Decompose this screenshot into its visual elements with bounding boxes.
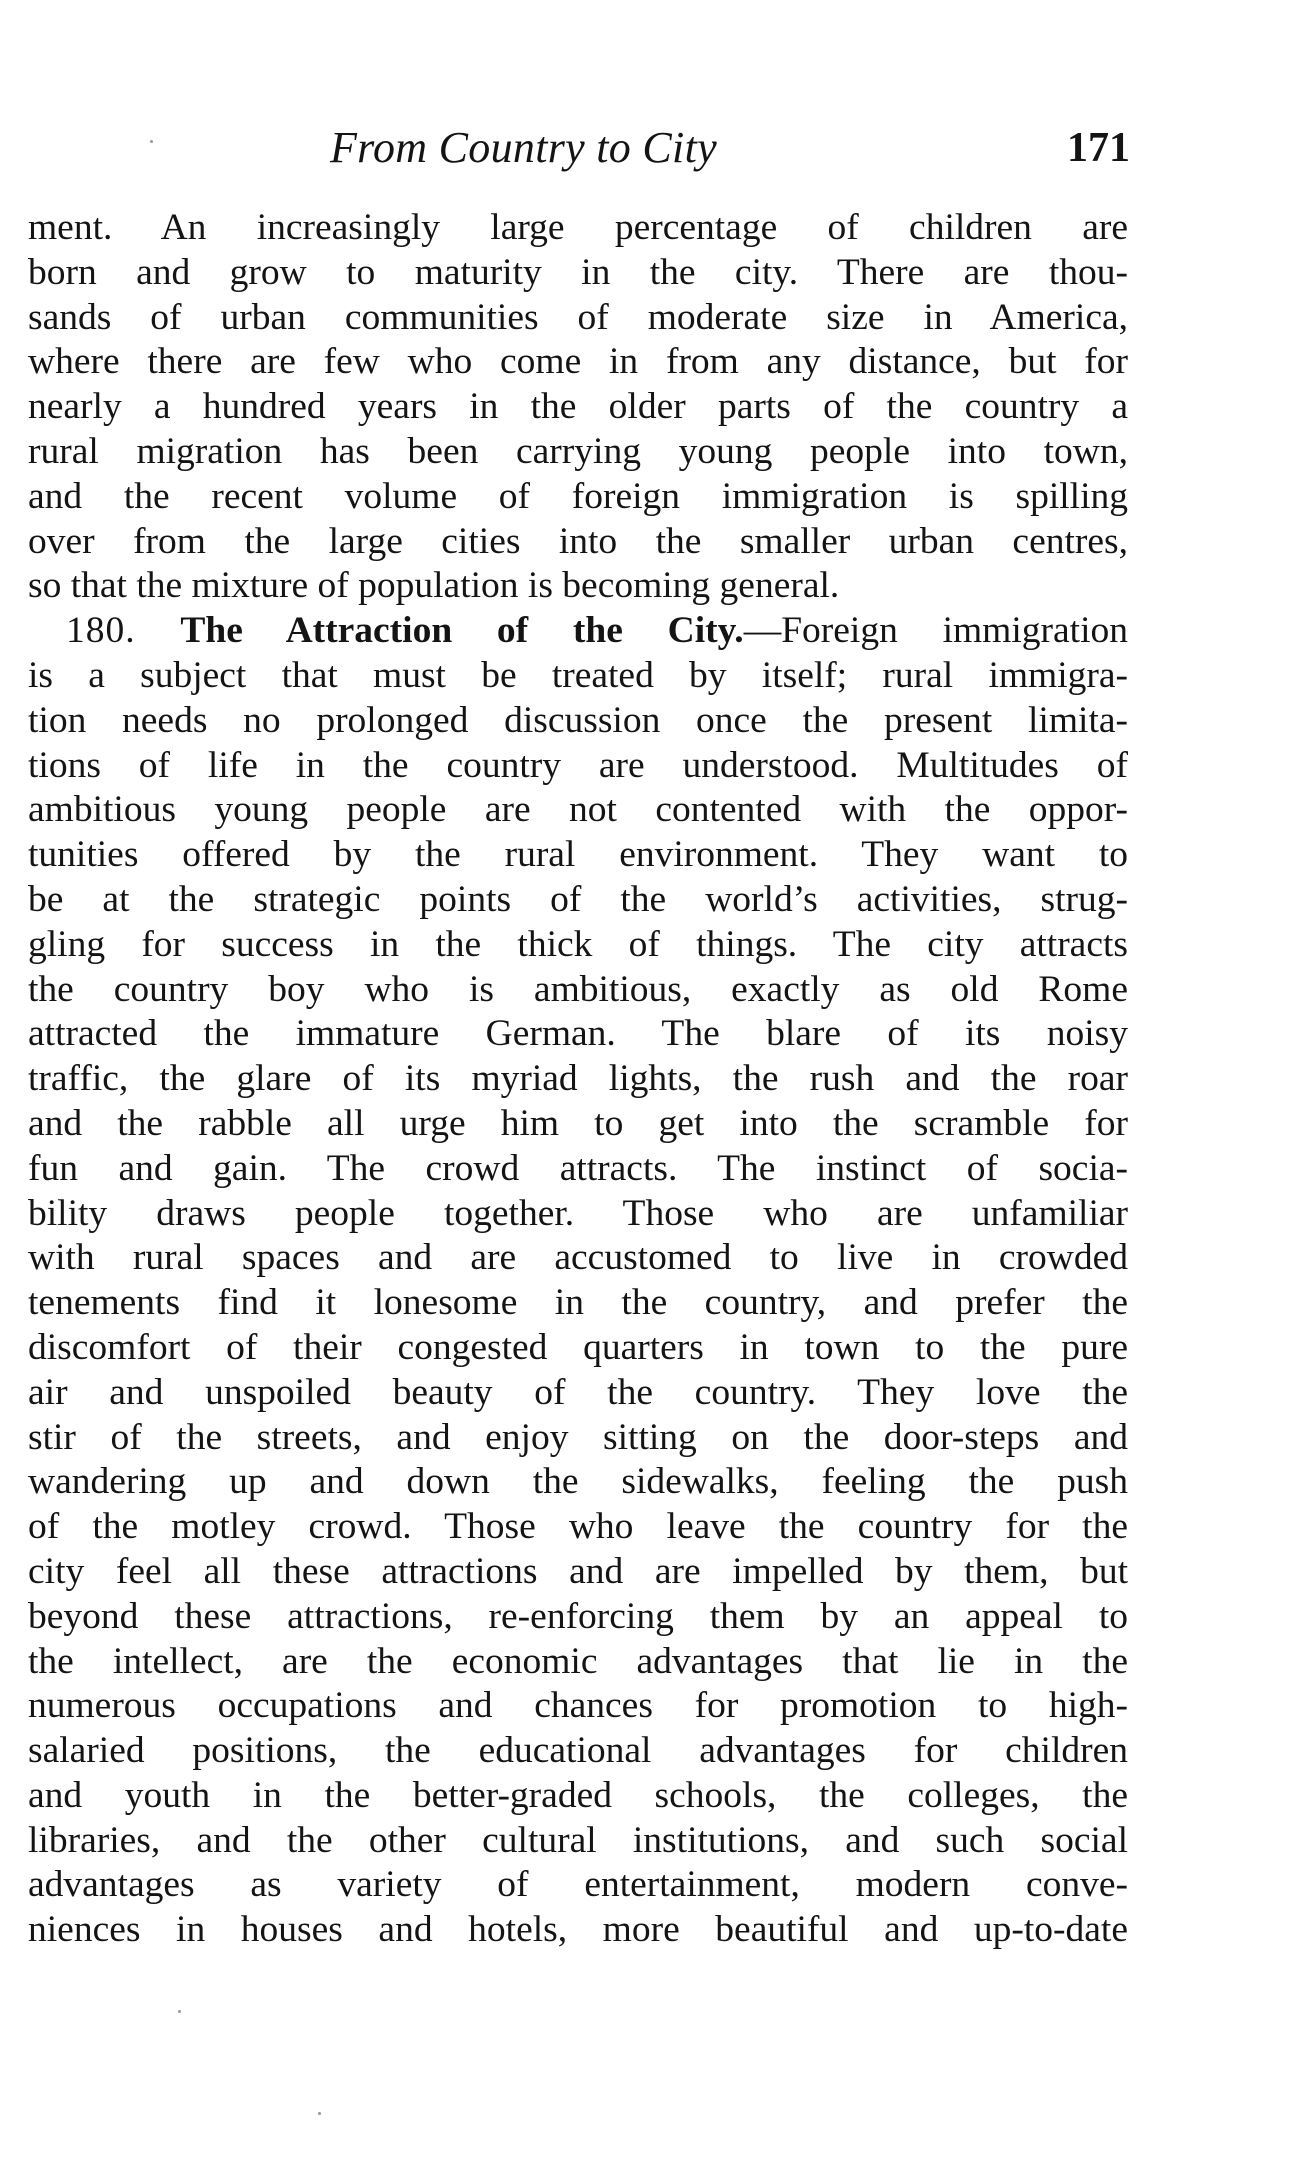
text-line: libraries, and the other cultural institutions, and such social [28,1819,1128,1861]
text-line: numerous occupations and chances for promotion to high- [28,1685,1128,1727]
section-heading-line [28,609,1128,654]
text-line: bility draws people together. Those who are unfamiliar [28,1192,1128,1234]
text-line: rural migration has been carrying young people into town, [28,430,1128,472]
text-line: the country boy who is ambitious, exactly as old Rome [28,968,1128,1010]
text-line: is a subject that must be treated by itself; rural immigra- [28,654,1128,696]
text-line: tenements find it lonesome in the country, and prefer the [28,1282,1128,1324]
text-line: and the rabble all urge him to get into the scramble for [28,1102,1128,1144]
text-line: air and unspoiled beauty of the country. They love the [28,1371,1128,1413]
paper-speck [178,2010,181,2013]
section-number: 180. [66,610,136,652]
text-line: sands of urban communities of moderate size in America, [28,296,1128,338]
page-header [20,118,1130,178]
text-line: stir of the streets, and enjoy sitting on the door-steps and [28,1416,1128,1458]
text-line: so that the mixture of population is becoming general. [28,565,840,607]
page-number: 171 [1067,125,1130,171]
text-line: nearly a hundred years in the older parts of the country a [28,386,1128,428]
text-line: and youth in the better-graded schools, the colleges, the [28,1774,1128,1816]
paper-speck [318,2112,321,2115]
text-line: with rural spaces and are accustomed to live in crowded [28,1237,1128,1279]
text-line: over from the large cities into the smaller urban centres, [28,520,1128,562]
text-line: ment. An increasingly large percentage of children are [28,207,1128,248]
running-title: From Country to City [330,123,717,172]
body-text [28,206,1128,1953]
text-line: tion needs no prolonged discussion once the present limita- [28,699,1128,741]
text-line: ambitious young people are not contented with the oppor- [28,789,1128,831]
text-line: and the recent volume of foreign immigration is spilling [28,475,1128,517]
text-line: city feel all these attractions and are impelled by them, but [28,1550,1128,1592]
text-line: be at the strategic points of the world’s activities, strug- [28,878,1128,920]
text-line: born and grow to maturity in the city. There are thou- [28,251,1128,293]
text-line: the intellect, are the economic advantages that lie in the [28,1640,1128,1682]
text-line: wandering up and down the sidewalks, feeling the push [28,1461,1128,1503]
text-line: where there are few who come in from any distance, but for [28,341,1128,383]
section-first-line-text: —Foreign immigration [743,610,1128,652]
text-line: niences in houses and hotels, more beautiful and up-to-date [28,1909,1128,1951]
text-line: advantages as variety of entertainment, modern conve- [28,1864,1128,1906]
text-line: of the motley crowd. Those who leave the country for the [28,1506,1128,1548]
text-line: traffic, the glare of its myriad lights, the rush and the roar [28,1058,1128,1100]
text-line: fun and gain. The crowd attracts. The instinct of socia- [28,1147,1128,1189]
text-line: attracted the immature German. The blare of its noisy [28,1013,1128,1055]
text-line: beyond these attractions, re-enforcing them by an appeal to [28,1595,1128,1637]
text-line: gling for success in the thick of things. The city attracts [28,923,1128,965]
text-line: tions of life in the country are understood. Multitudes of [28,744,1128,786]
text-line: tunities offered by the rural environment. They want to [28,834,1128,876]
text-line: salaried positions, the educational advantages for children [28,1730,1128,1772]
section-title: The Attraction of the City. [180,610,744,652]
paper-speck [150,140,153,143]
text-line: discomfort of their congested quarters in town to the pure [28,1326,1128,1368]
